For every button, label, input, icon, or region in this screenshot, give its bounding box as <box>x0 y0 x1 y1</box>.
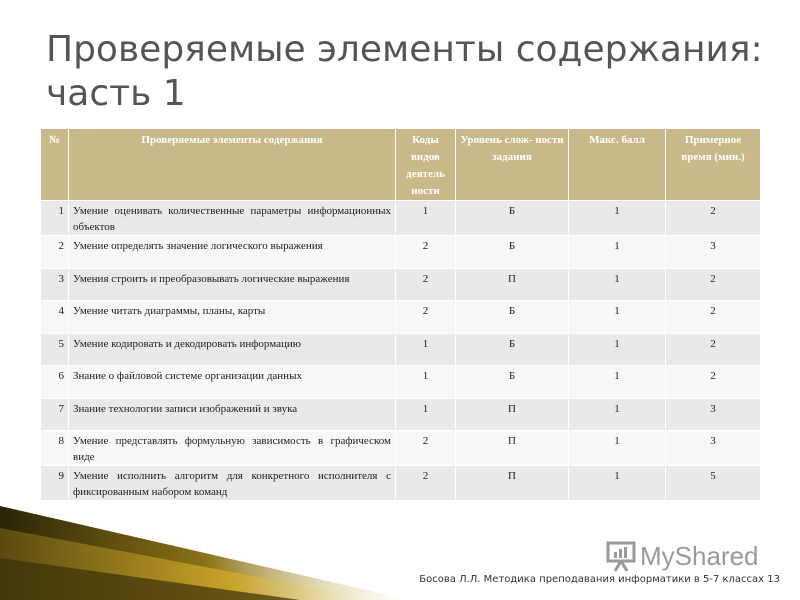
row-number: 8 <box>41 431 69 466</box>
row-time: 2 <box>666 201 761 236</box>
row-code: 1 <box>396 398 456 431</box>
row-element: Знание технологии записи изображений и звука <box>69 398 396 431</box>
column-header-codes: Коды видов деятель ности <box>396 129 456 201</box>
column-header-time: Примерное время (мин.) <box>666 129 761 201</box>
row-number: 4 <box>41 301 69 334</box>
row-element: Умение оценивать количественные параметры информационных объектов <box>69 201 396 236</box>
row-level: П <box>456 431 569 466</box>
column-header-number: № <box>41 129 69 201</box>
row-number: 2 <box>41 236 69 269</box>
row-number: 7 <box>41 398 69 431</box>
row-max-score: 1 <box>569 366 666 399</box>
row-level: П <box>456 268 569 301</box>
row-element: Умение представлять формульную зависимость в графическом виде <box>69 431 396 466</box>
row-max-score: 1 <box>569 431 666 466</box>
row-code: 2 <box>396 301 456 334</box>
table-row <box>41 366 761 399</box>
row-element: Умения строить и преобразовывать логические выражения <box>69 268 396 301</box>
row-max-score: 1 <box>569 201 666 236</box>
table-row <box>41 431 761 466</box>
table-row <box>41 268 761 301</box>
table-row <box>41 466 761 501</box>
row-max-score: 1 <box>569 268 666 301</box>
row-level: П <box>456 398 569 431</box>
row-element: Умение исполнить алгоритм для конкретного исполнителя с фиксированным набором команд <box>69 466 396 501</box>
table-header-row <box>41 129 761 201</box>
row-number: 5 <box>41 333 69 366</box>
row-max-score: 1 <box>569 398 666 431</box>
row-level: П <box>456 466 569 501</box>
row-number: 1 <box>41 201 69 236</box>
row-element: Знание о файловой системе организации данных <box>69 366 396 399</box>
row-time: 2 <box>666 268 761 301</box>
row-time: 3 <box>666 431 761 466</box>
row-code: 1 <box>396 201 456 236</box>
row-time: 3 <box>666 236 761 269</box>
row-code: 2 <box>396 236 456 269</box>
slide-footer: Босова Л.Л. Методика преподавания информатики в 5-7 классах 13 <box>419 574 780 585</box>
row-max-score: 1 <box>569 236 666 269</box>
row-code: 2 <box>396 268 456 301</box>
table-row <box>41 236 761 269</box>
column-header-elements: Проверяемые элементы содержания <box>69 129 396 201</box>
row-time: 2 <box>666 366 761 399</box>
row-number: 3 <box>41 268 69 301</box>
row-element: Умение читать диаграммы, планы, карты <box>69 301 396 334</box>
row-time: 3 <box>666 398 761 431</box>
column-header-max-score: Макс. балл <box>569 129 666 201</box>
row-time: 2 <box>666 301 761 334</box>
row-code: 2 <box>396 466 456 501</box>
decorative-wedge <box>0 500 420 600</box>
row-code: 2 <box>396 431 456 466</box>
row-element: Умение определять значение логического выражения <box>69 236 396 269</box>
myshared-logo[interactable] <box>606 536 759 576</box>
row-level: Б <box>456 236 569 269</box>
row-code: 1 <box>396 333 456 366</box>
row-max-score: 1 <box>569 333 666 366</box>
row-element: Умение кодировать и декодировать информацию <box>69 333 396 366</box>
content-table <box>40 128 761 501</box>
row-max-score: 1 <box>569 301 666 334</box>
table-row <box>41 301 761 334</box>
table-row <box>41 398 761 431</box>
row-time: 5 <box>666 466 761 501</box>
presentation-board-icon <box>606 540 636 572</box>
table-row <box>41 333 761 366</box>
row-level: Б <box>456 201 569 236</box>
row-number: 6 <box>41 366 69 399</box>
slide-title-line-2: часть 1 <box>46 73 186 114</box>
logo-text: MyShared <box>640 540 759 571</box>
row-level: Б <box>456 333 569 366</box>
row-code: 1 <box>396 366 456 399</box>
row-level: Б <box>456 301 569 334</box>
slide-title <box>46 28 766 116</box>
slide-title-line-1: Проверяемые элементы содержания: <box>46 29 763 70</box>
table-row <box>41 201 761 236</box>
row-number: 9 <box>41 466 69 501</box>
row-time: 2 <box>666 333 761 366</box>
row-level: Б <box>456 366 569 399</box>
row-max-score: 1 <box>569 466 666 501</box>
column-header-level: Уровень слож- ности задания <box>456 129 569 201</box>
